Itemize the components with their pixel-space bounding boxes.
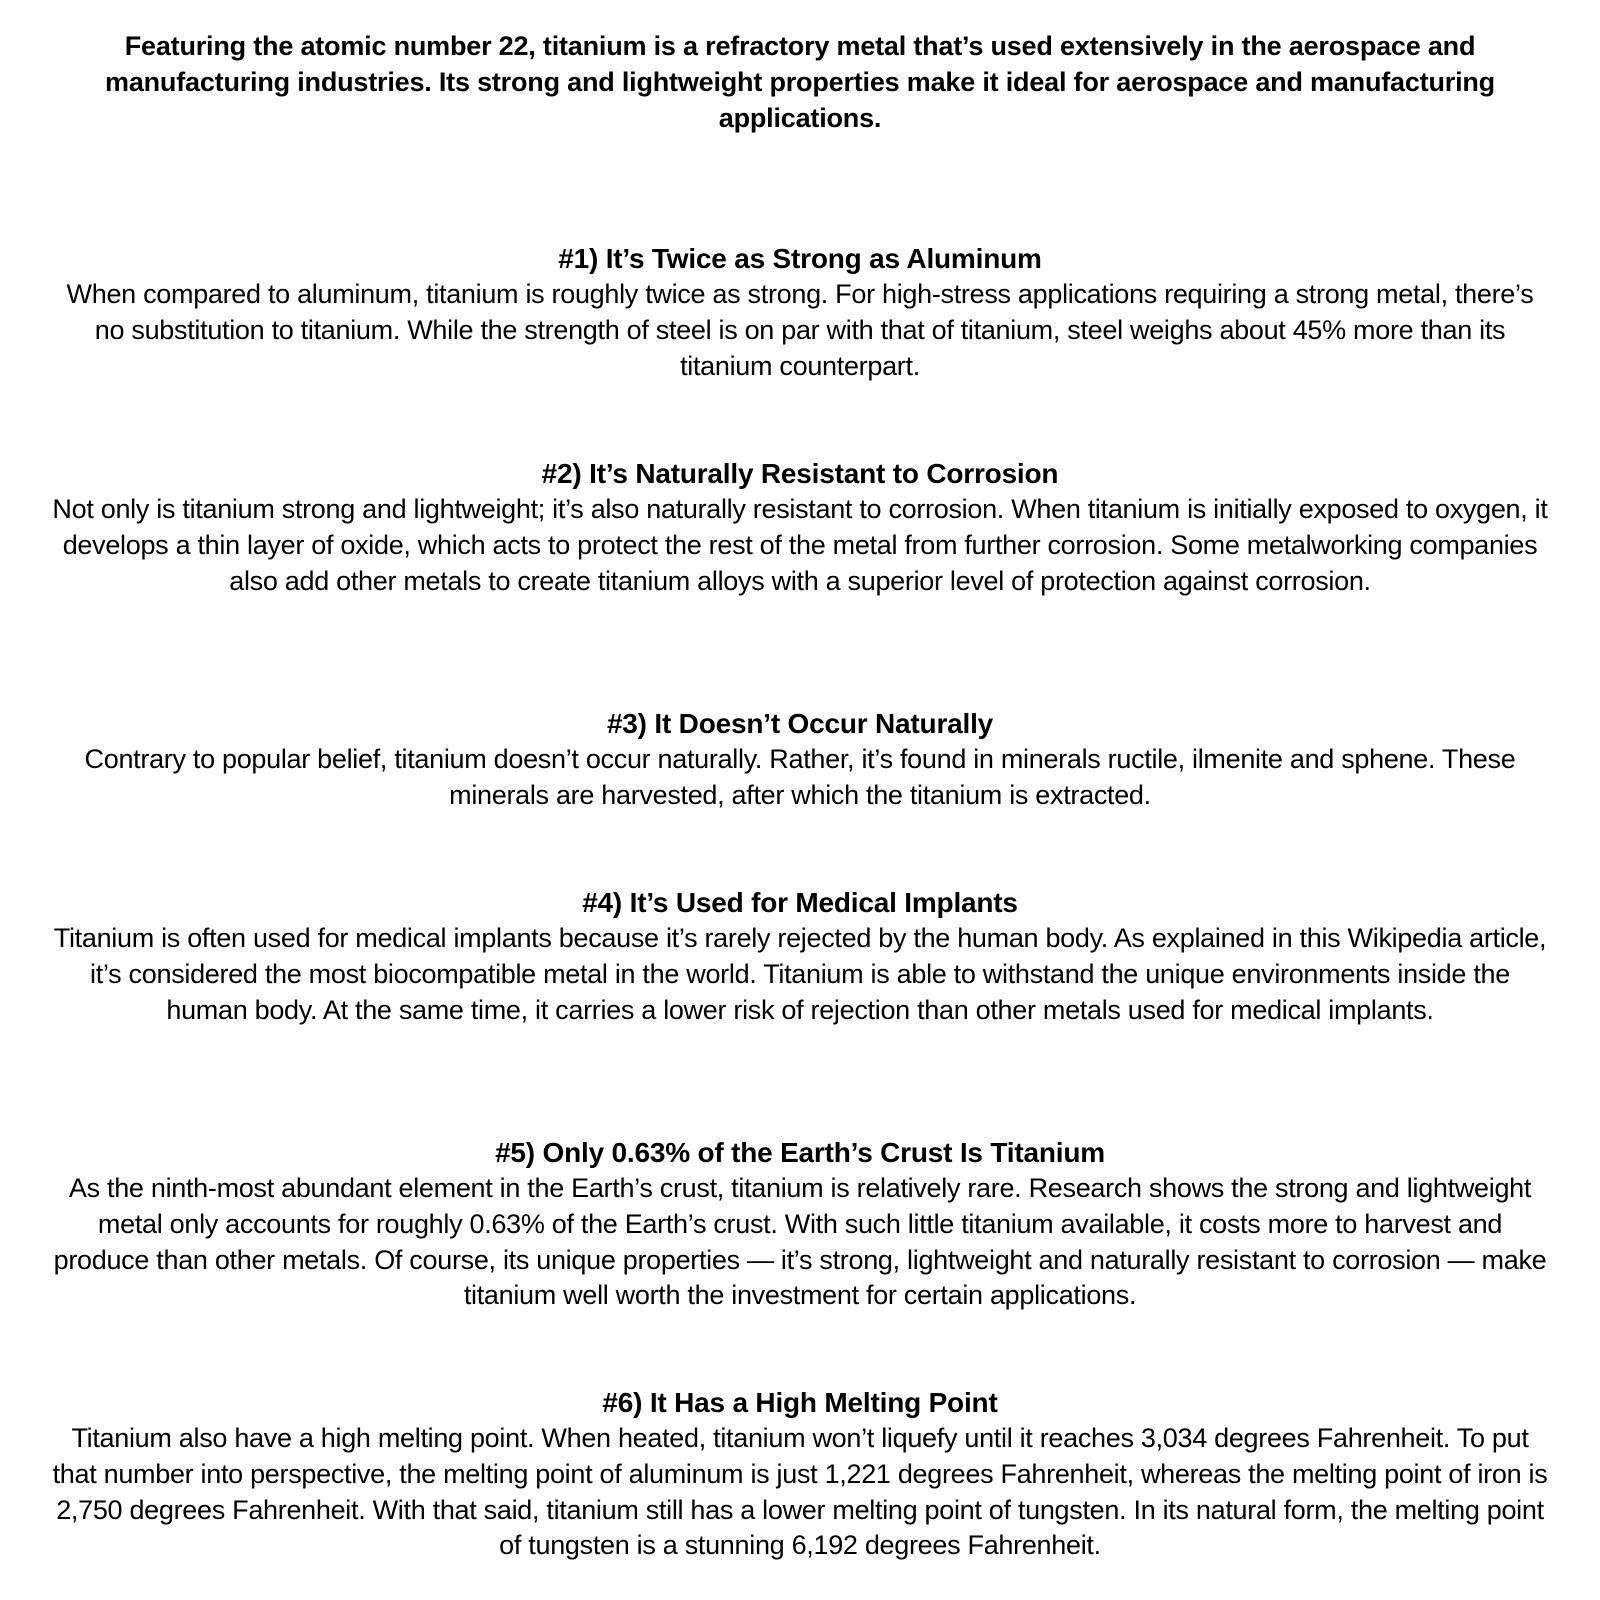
fact-heading: #5) Only 0.63% of the Earth’s Crust Is Titanium — [495, 1137, 1105, 1168]
fact-heading: #3) It Doesn’t Occur Naturally — [606, 708, 994, 739]
fact-body: Not only is titanium strong and lightweight; it’s also naturally resistant to corrosion. When titanium is initially exposed to oxygen, it develops a thin layer of oxide, which acts to protect the rest of the metal from further corrosion. Some metalworking companies also add other metals to create titanium alloys with a superior level of protection against corrosion. — [52, 494, 1548, 596]
fact-body: Titanium also have a high melting point. When heated, titanium won’t liquefy until it reaches 3,034 degrees Fahrenheit. To put that number into perspective, the melting point of aluminum is just 1,221 degrees Fahrenheit, whereas the melting point of iron is 2,750 degrees Fahrenheit. With that said, titanium still has a lower melting point of tungsten. In its natural form, the melting point of tungsten is a stunning 6,192 degrees Fahrenheit. — [52, 1423, 1548, 1561]
fact-section-3 — [50, 706, 1550, 814]
fact-body: Titanium is often used for medical implants because it’s rarely rejected by the human body. As explained in this Wikipedia article, it’s considered the most biocompatible metal in the world. Titanium is able to withstand the unique environments inside the human body. At the same time, it carries a lower risk of rejection than other metals used for medical implants. — [53, 923, 1547, 1025]
fact-body: When compared to aluminum, titanium is roughly twice as strong. For high-stress applications requiring a strong metal, there’s no substitution to titanium. While the strength of steel is on par with that of titanium, steel weighs about 45% more than its titanium counterpart. — [66, 279, 1534, 381]
fact-heading: #1) It’s Twice as Strong as Aluminum — [558, 243, 1042, 274]
fact-body: As the ninth-most abundant element in the Earth’s crust, titanium is relatively rare. Research shows the strong and lightweight metal only accounts for roughly 0.63% of the Earth’s crust. With such little titanium available, it costs more to harvest and produce than other metals. Of course, its unique properties — it’s strong, lightweight and naturally resistant to corrosion — make titanium well worth the investment for certain applications. — [53, 1173, 1547, 1311]
fact-section-5 — [50, 1135, 1550, 1314]
intro-paragraph: Featuring the atomic number 22, titanium is a refractory metal that’s used extensively in the aerospace and manufacturing industries. Its strong and lightweight properties make it ideal for aerospace and manufacturing applications. — [105, 31, 1495, 133]
fact-section-2 — [50, 456, 1550, 599]
fact-section-1 — [50, 241, 1550, 384]
fact-heading: #4) It’s Used for Medical Implants — [582, 887, 1018, 918]
fact-body: Contrary to popular belief, titanium doesn’t occur naturally. Rather, it’s found in minerals ructile, ilmenite and sphene. These minerals are harvested, after which the titanium is extracted. — [84, 744, 1516, 810]
fact-section-6 — [50, 1385, 1550, 1564]
fact-heading: #6) It Has a High Melting Point — [602, 1387, 998, 1418]
fact-section-4 — [50, 885, 1550, 1028]
fact-heading: #2) It’s Naturally Resistant to Corrosion — [541, 458, 1059, 489]
